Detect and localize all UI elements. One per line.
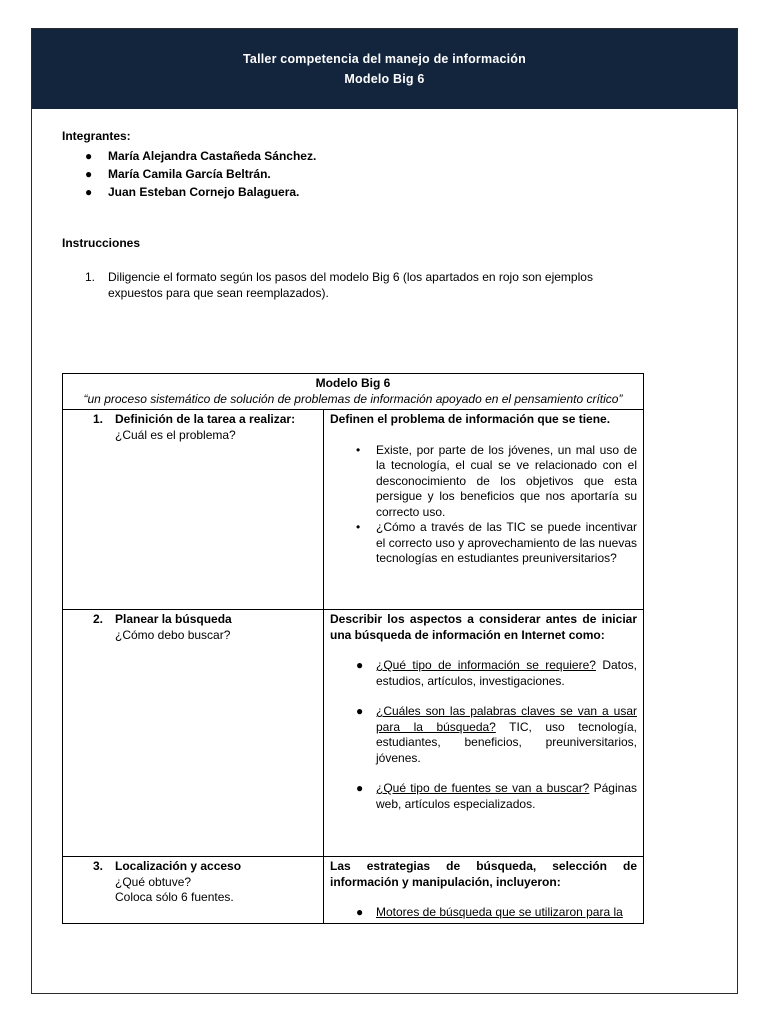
table-header-row <box>63 374 644 410</box>
bullet-icon: • <box>356 442 361 457</box>
header-subtitle: Modelo Big 6 <box>344 72 425 86</box>
step-title: Planear la búsqueda <box>115 612 232 626</box>
table-row <box>63 610 644 857</box>
step-cell: 3. Localización y acceso ¿Qué obtuve? Coloca sólo 6 fuentes. <box>63 857 324 924</box>
step-detail-cell <box>324 857 644 924</box>
step-title: Definición de la tarea a realizar: <box>115 412 296 426</box>
instruction-number: 1. <box>85 270 96 284</box>
step-detail-head: Las estrategias de búsqueda, selección de información y manipulación, incluyeron: <box>330 859 637 889</box>
step-detail-cell <box>324 610 644 857</box>
table-subtitle: “un proceso sistemático de solución de problemas de información apoyado en el pensamiento crítico” <box>83 391 623 406</box>
bullet-icon: ● <box>85 167 93 181</box>
instruction-text: Diligencie el formato según los pasos del modelo Big 6 (los apartados en rojo son ejemplos expuestos para que sean reemplazados). <box>108 270 593 300</box>
member-item: ● María Alejandra Castañeda Sánchez. <box>85 149 317 163</box>
header-title: Taller competencia del manejo de información <box>243 52 526 66</box>
step-cell: 2. Planear la búsqueda ¿Cómo debo buscar? <box>63 610 324 857</box>
step-title: Localización y acceso <box>115 859 242 873</box>
step-detail-head: Definen el problema de información que se tiene. <box>330 412 611 426</box>
list-item: ● ¿Cuáles son las palabras claves se van a usar para la búsqueda? TIC, uso tecnología, estudiantes, beneficios, preuniversitarios, jóvenes. <box>356 704 637 765</box>
step-bullets <box>330 443 637 567</box>
document-content <box>62 128 644 301</box>
step-bullets <box>330 658 637 812</box>
members-label: Integrantes: <box>62 129 131 143</box>
bullet-icon: ● <box>85 149 93 163</box>
bullet-icon: ● <box>356 905 364 919</box>
member-item: ● Juan Esteban Cornejo Balaguera. <box>85 185 300 199</box>
table-row <box>63 857 644 924</box>
step-question: ¿Cuál es el problema? <box>115 427 236 442</box>
bullet-icon: ● <box>356 704 364 718</box>
step-detail-head: Describir los aspectos a considerar antes de iniciar una búsqueda de información en Internet como: <box>330 612 637 642</box>
document-header <box>32 29 737 109</box>
bullet-icon: ● <box>356 658 364 672</box>
table-row <box>63 410 644 610</box>
step-detail-cell <box>324 410 644 610</box>
instructions-title: Instrucciones <box>62 236 141 250</box>
table-title: Modelo Big 6 <box>315 376 391 390</box>
step-cell: 1. Definición de la tarea a realizar: ¿Cuál es el problema? <box>63 410 324 610</box>
big6-table <box>62 373 644 924</box>
members-list <box>62 147 644 201</box>
list-item: ● Motores de búsqueda que se utilizaron para la <box>356 905 623 919</box>
step-question: ¿Cómo debo buscar? <box>115 627 231 642</box>
bullet-icon: ● <box>356 781 364 795</box>
list-item: • Existe, por parte de los jóvenes, un mal uso de la tecnología, el cual se ve relacionado con el desconocimiento de los objetivos que esta persigue y los beneficios que nos aportaría su correcto uso. <box>356 442 637 519</box>
step-question: ¿Qué obtuve? <box>115 874 192 889</box>
bullet-icon: • <box>356 520 361 534</box>
list-item: • ¿Cómo a través de las TIC se puede incentivar el correcto uso y aprovechamiento de las nuevas tecnologías en estudiantes preuniversitarios? <box>356 520 637 565</box>
member-item: ● María Camila García Beltrán. <box>85 167 271 181</box>
step-bullets <box>330 905 637 921</box>
list-item: ● ¿Qué tipo de fuentes se van a buscar? Páginas web, artículos especializados. <box>356 781 637 811</box>
step-note: Coloca sólo 6 fuentes. <box>115 890 234 904</box>
instruction-item <box>62 269 644 301</box>
list-item: ● ¿Qué tipo de información se requiere? Datos, estudios, artículos, investigaciones. <box>356 658 638 688</box>
bullet-icon: ● <box>85 185 93 199</box>
